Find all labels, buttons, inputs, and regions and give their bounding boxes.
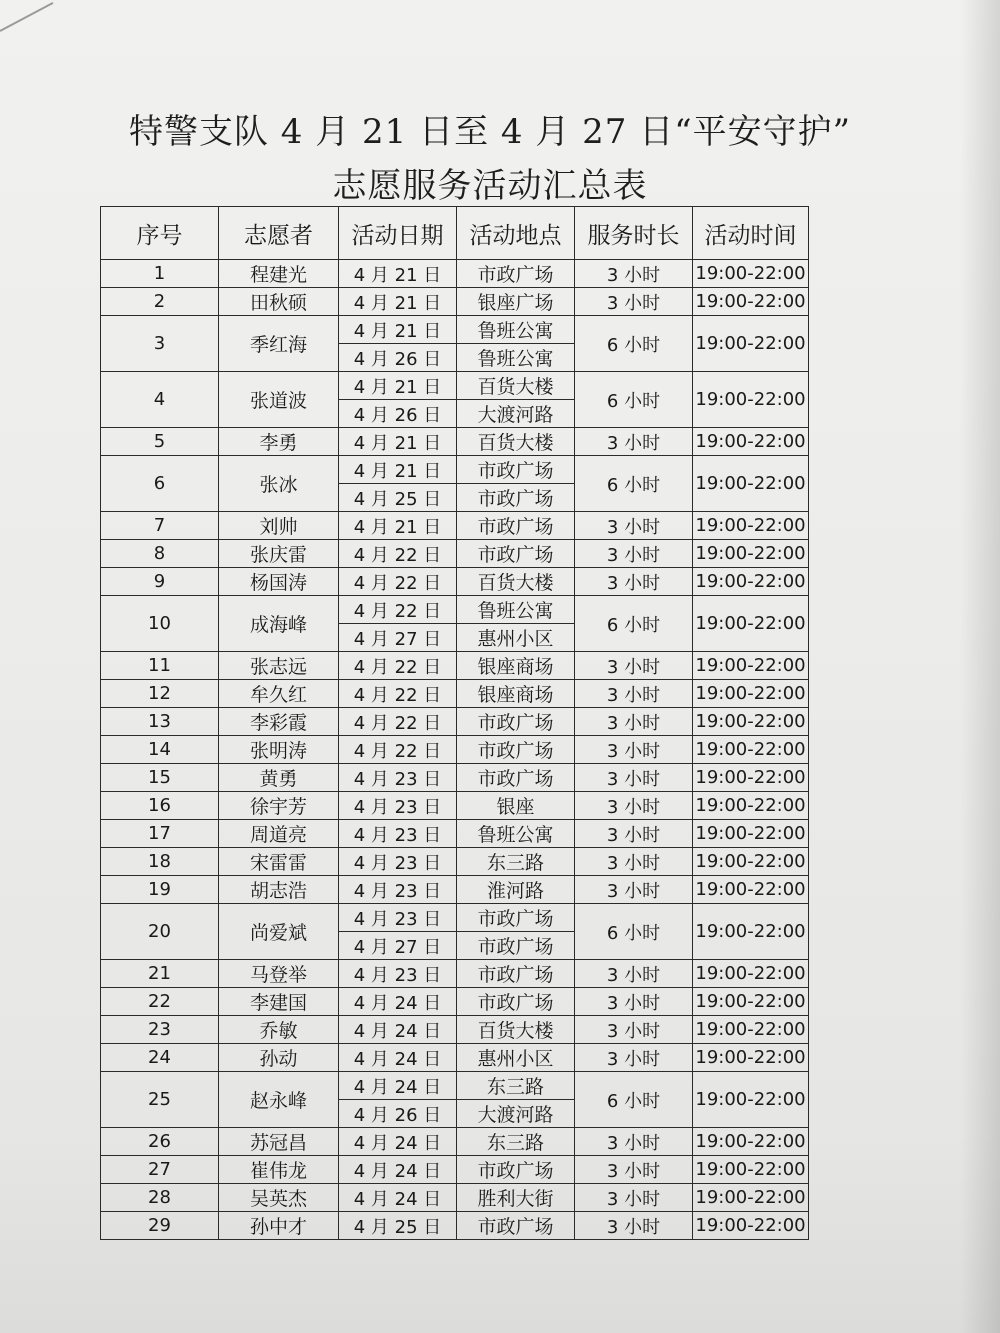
volunteer-name: 季红海 [219, 316, 339, 372]
row-number: 14 [101, 736, 219, 764]
activity-place: 东三路 [457, 1128, 575, 1156]
table-row [101, 820, 809, 848]
table-row [101, 1156, 809, 1184]
activity-place: 百货大楼 [457, 372, 575, 400]
row-number: 21 [101, 960, 219, 988]
service-hours: 6 小时 [575, 456, 693, 512]
activity-time: 19:00-22:00 [693, 568, 809, 596]
activity-date: 4 月 27 日 [339, 932, 457, 960]
volunteer-name: 黄勇 [219, 764, 339, 792]
service-hours: 3 小时 [575, 568, 693, 596]
activity-place: 市政广场 [457, 540, 575, 568]
volunteer-name: 程建光 [219, 260, 339, 288]
activity-time: 19:00-22:00 [693, 288, 809, 316]
row-number: 11 [101, 652, 219, 680]
activity-date: 4 月 21 日 [339, 288, 457, 316]
table-row [101, 1128, 809, 1156]
row-number: 28 [101, 1184, 219, 1212]
activity-time: 19:00-22:00 [693, 456, 809, 512]
table-row [101, 288, 809, 316]
volunteer-summary-table [100, 206, 809, 1240]
service-hours: 3 小时 [575, 1212, 693, 1240]
row-number: 12 [101, 680, 219, 708]
service-hours: 6 小时 [575, 316, 693, 372]
activity-time: 19:00-22:00 [693, 1016, 809, 1044]
activity-time: 19:00-22:00 [693, 1156, 809, 1184]
table-row [101, 456, 809, 484]
header-date: 活动日期 [339, 207, 457, 260]
activity-date: 4 月 24 日 [339, 1128, 457, 1156]
service-hours: 6 小时 [575, 596, 693, 652]
activity-date: 4 月 23 日 [339, 904, 457, 932]
row-number: 15 [101, 764, 219, 792]
activity-date: 4 月 26 日 [339, 344, 457, 372]
volunteer-name: 吴英杰 [219, 1184, 339, 1212]
activity-time: 19:00-22:00 [693, 1184, 809, 1212]
activity-date: 4 月 21 日 [339, 260, 457, 288]
service-hours: 3 小时 [575, 1016, 693, 1044]
activity-date: 4 月 24 日 [339, 1184, 457, 1212]
table-body [101, 260, 809, 1240]
activity-date: 4 月 22 日 [339, 652, 457, 680]
volunteer-name: 田秋硕 [219, 288, 339, 316]
activity-time: 19:00-22:00 [693, 512, 809, 540]
row-number: 4 [101, 372, 219, 428]
row-number: 6 [101, 456, 219, 512]
header-volunteer: 志愿者 [219, 207, 339, 260]
page-title-line1: 特警支队 4 月 21 日至 4 月 27 日“平安守护” [128, 112, 851, 152]
table-row [101, 680, 809, 708]
table-row [101, 1016, 809, 1044]
service-hours: 3 小时 [575, 512, 693, 540]
volunteer-name: 张道波 [219, 372, 339, 428]
service-hours: 3 小时 [575, 652, 693, 680]
activity-place: 鲁班公寓 [457, 316, 575, 344]
service-hours: 6 小时 [575, 372, 693, 428]
activity-date: 4 月 21 日 [339, 456, 457, 484]
activity-place: 市政广场 [457, 736, 575, 764]
activity-place: 胜利大街 [457, 1184, 575, 1212]
row-number: 26 [101, 1128, 219, 1156]
activity-place: 银座广场 [457, 288, 575, 316]
service-hours: 3 小时 [575, 680, 693, 708]
table-row [101, 568, 809, 596]
volunteer-name: 乔敏 [219, 1016, 339, 1044]
activity-time: 19:00-22:00 [693, 540, 809, 568]
activity-time: 19:00-22:00 [693, 792, 809, 820]
activity-date: 4 月 25 日 [339, 1212, 457, 1240]
activity-date: 4 月 24 日 [339, 1044, 457, 1072]
volunteer-name: 马登举 [219, 960, 339, 988]
row-number: 5 [101, 428, 219, 456]
row-number: 22 [101, 988, 219, 1016]
table-row [101, 1072, 809, 1100]
volunteer-name: 徐宇芳 [219, 792, 339, 820]
table-row [101, 596, 809, 624]
activity-date: 4 月 24 日 [339, 1016, 457, 1044]
row-number: 27 [101, 1156, 219, 1184]
volunteer-name: 周道亮 [219, 820, 339, 848]
activity-time: 19:00-22:00 [693, 960, 809, 988]
activity-date: 4 月 22 日 [339, 708, 457, 736]
row-number: 1 [101, 260, 219, 288]
volunteer-name: 李勇 [219, 428, 339, 456]
row-number: 18 [101, 848, 219, 876]
activity-time: 19:00-22:00 [693, 428, 809, 456]
volunteer-name: 尚爱斌 [219, 904, 339, 960]
row-number: 17 [101, 820, 219, 848]
activity-date: 4 月 23 日 [339, 960, 457, 988]
row-number: 7 [101, 512, 219, 540]
activity-date: 4 月 27 日 [339, 624, 457, 652]
table-row [101, 540, 809, 568]
activity-place: 市政广场 [457, 484, 575, 512]
activity-date: 4 月 23 日 [339, 792, 457, 820]
activity-time: 19:00-22:00 [693, 680, 809, 708]
table-row [101, 512, 809, 540]
activity-date: 4 月 21 日 [339, 372, 457, 400]
activity-time: 19:00-22:00 [693, 988, 809, 1016]
service-hours: 3 小时 [575, 1128, 693, 1156]
activity-date: 4 月 21 日 [339, 428, 457, 456]
volunteer-name: 张明涛 [219, 736, 339, 764]
row-number: 2 [101, 288, 219, 316]
service-hours: 3 小时 [575, 960, 693, 988]
row-number: 29 [101, 1212, 219, 1240]
activity-time: 19:00-22:00 [693, 596, 809, 652]
activity-place: 银座商场 [457, 680, 575, 708]
service-hours: 3 小时 [575, 288, 693, 316]
service-hours: 6 小时 [575, 1072, 693, 1128]
activity-date: 4 月 22 日 [339, 680, 457, 708]
table-row [101, 1212, 809, 1240]
activity-time: 19:00-22:00 [693, 1044, 809, 1072]
activity-date: 4 月 22 日 [339, 568, 457, 596]
activity-place: 市政广场 [457, 932, 575, 960]
activity-place: 市政广场 [457, 764, 575, 792]
table-row [101, 792, 809, 820]
activity-date: 4 月 25 日 [339, 484, 457, 512]
activity-place: 市政广场 [457, 988, 575, 1016]
activity-time: 19:00-22:00 [693, 316, 809, 372]
activity-place: 大渡河路 [457, 1100, 575, 1128]
row-number: 24 [101, 1044, 219, 1072]
activity-place: 市政广场 [457, 1212, 575, 1240]
activity-date: 4 月 23 日 [339, 876, 457, 904]
activity-date: 4 月 24 日 [339, 1156, 457, 1184]
header-place: 活动地点 [457, 207, 575, 260]
row-number: 8 [101, 540, 219, 568]
activity-place: 银座 [457, 792, 575, 820]
header-hours: 服务时长 [575, 207, 693, 260]
activity-place: 东三路 [457, 1072, 575, 1100]
activity-date: 4 月 21 日 [339, 316, 457, 344]
page-title-line2: 志愿服务活动汇总表 [332, 166, 648, 206]
activity-date: 4 月 23 日 [339, 820, 457, 848]
activity-place: 东三路 [457, 848, 575, 876]
activity-date: 4 月 23 日 [339, 848, 457, 876]
activity-time: 19:00-22:00 [693, 652, 809, 680]
volunteer-name: 刘帅 [219, 512, 339, 540]
table-row [101, 960, 809, 988]
table-row [101, 904, 809, 932]
activity-place: 鲁班公寓 [457, 344, 575, 372]
volunteer-name: 李彩霞 [219, 708, 339, 736]
activity-time: 19:00-22:00 [693, 904, 809, 960]
header-row [101, 207, 809, 260]
table-header [101, 207, 809, 260]
table-row [101, 764, 809, 792]
table-row [101, 372, 809, 400]
activity-date: 4 月 22 日 [339, 736, 457, 764]
activity-place: 惠州小区 [457, 1044, 575, 1072]
volunteer-name: 宋雷雷 [219, 848, 339, 876]
row-number: 9 [101, 568, 219, 596]
header-no: 序号 [101, 207, 219, 260]
service-hours: 3 小时 [575, 540, 693, 568]
volunteer-name: 崔伟龙 [219, 1156, 339, 1184]
service-hours: 3 小时 [575, 260, 693, 288]
activity-place: 鲁班公寓 [457, 820, 575, 848]
table-row [101, 876, 809, 904]
activity-place: 淮河路 [457, 876, 575, 904]
activity-time: 19:00-22:00 [693, 1072, 809, 1128]
activity-place: 市政广场 [457, 456, 575, 484]
table-row [101, 1184, 809, 1212]
activity-time: 19:00-22:00 [693, 876, 809, 904]
activity-place: 市政广场 [457, 904, 575, 932]
activity-time: 19:00-22:00 [693, 1128, 809, 1156]
activity-time: 19:00-22:00 [693, 260, 809, 288]
activity-date: 4 月 24 日 [339, 1072, 457, 1100]
service-hours: 3 小时 [575, 1184, 693, 1212]
activity-date: 4 月 24 日 [339, 988, 457, 1016]
activity-time: 19:00-22:00 [693, 708, 809, 736]
volunteer-name: 苏冠昌 [219, 1128, 339, 1156]
activity-date: 4 月 22 日 [339, 596, 457, 624]
activity-date: 4 月 26 日 [339, 1100, 457, 1128]
header-time: 活动时间 [693, 207, 809, 260]
activity-place: 大渡河路 [457, 400, 575, 428]
table-row [101, 652, 809, 680]
table-row [101, 736, 809, 764]
volunteer-name: 胡志浩 [219, 876, 339, 904]
activity-place: 百货大楼 [457, 1016, 575, 1044]
volunteer-name: 孙动 [219, 1044, 339, 1072]
service-hours: 3 小时 [575, 876, 693, 904]
service-hours: 3 小时 [575, 820, 693, 848]
activity-place: 市政广场 [457, 512, 575, 540]
activity-place: 市政广场 [457, 960, 575, 988]
service-hours: 3 小时 [575, 988, 693, 1016]
volunteer-name: 赵永峰 [219, 1072, 339, 1128]
volunteer-name: 李建国 [219, 988, 339, 1016]
activity-date: 4 月 22 日 [339, 540, 457, 568]
service-hours: 3 小时 [575, 428, 693, 456]
row-number: 13 [101, 708, 219, 736]
activity-place: 惠州小区 [457, 624, 575, 652]
volunteer-name: 成海峰 [219, 596, 339, 652]
activity-place: 百货大楼 [457, 568, 575, 596]
volunteer-name: 张志远 [219, 652, 339, 680]
service-hours: 3 小时 [575, 848, 693, 876]
row-number: 25 [101, 1072, 219, 1128]
activity-place: 市政广场 [457, 260, 575, 288]
service-hours: 6 小时 [575, 904, 693, 960]
activity-time: 19:00-22:00 [693, 820, 809, 848]
table-row [101, 1044, 809, 1072]
table-row [101, 428, 809, 456]
row-number: 3 [101, 316, 219, 372]
service-hours: 3 小时 [575, 736, 693, 764]
row-number: 23 [101, 1016, 219, 1044]
activity-time: 19:00-22:00 [693, 764, 809, 792]
volunteer-name: 杨国涛 [219, 568, 339, 596]
table-row [101, 988, 809, 1016]
volunteer-name: 孙中才 [219, 1212, 339, 1240]
row-number: 10 [101, 596, 219, 652]
activity-place: 百货大楼 [457, 428, 575, 456]
service-hours: 3 小时 [575, 1044, 693, 1072]
activity-time: 19:00-22:00 [693, 848, 809, 876]
paper-shadow [960, 0, 1000, 1333]
activity-time: 19:00-22:00 [693, 372, 809, 428]
volunteer-name: 张冰 [219, 456, 339, 512]
activity-time: 19:00-22:00 [693, 736, 809, 764]
row-number: 19 [101, 876, 219, 904]
activity-date: 4 月 21 日 [339, 512, 457, 540]
row-number: 20 [101, 904, 219, 960]
row-number: 16 [101, 792, 219, 820]
activity-place: 市政广场 [457, 1156, 575, 1184]
service-hours: 3 小时 [575, 1156, 693, 1184]
service-hours: 3 小时 [575, 764, 693, 792]
service-hours: 3 小时 [575, 792, 693, 820]
activity-place: 鲁班公寓 [457, 596, 575, 624]
activity-date: 4 月 26 日 [339, 400, 457, 428]
volunteer-name: 张庆雷 [219, 540, 339, 568]
table-row [101, 316, 809, 344]
service-hours: 3 小时 [575, 708, 693, 736]
activity-time: 19:00-22:00 [693, 1212, 809, 1240]
table-row [101, 260, 809, 288]
activity-place: 市政广场 [457, 708, 575, 736]
table-row [101, 848, 809, 876]
table-row [101, 708, 809, 736]
activity-place: 银座商场 [457, 652, 575, 680]
activity-date: 4 月 23 日 [339, 764, 457, 792]
volunteer-name: 牟久红 [219, 680, 339, 708]
